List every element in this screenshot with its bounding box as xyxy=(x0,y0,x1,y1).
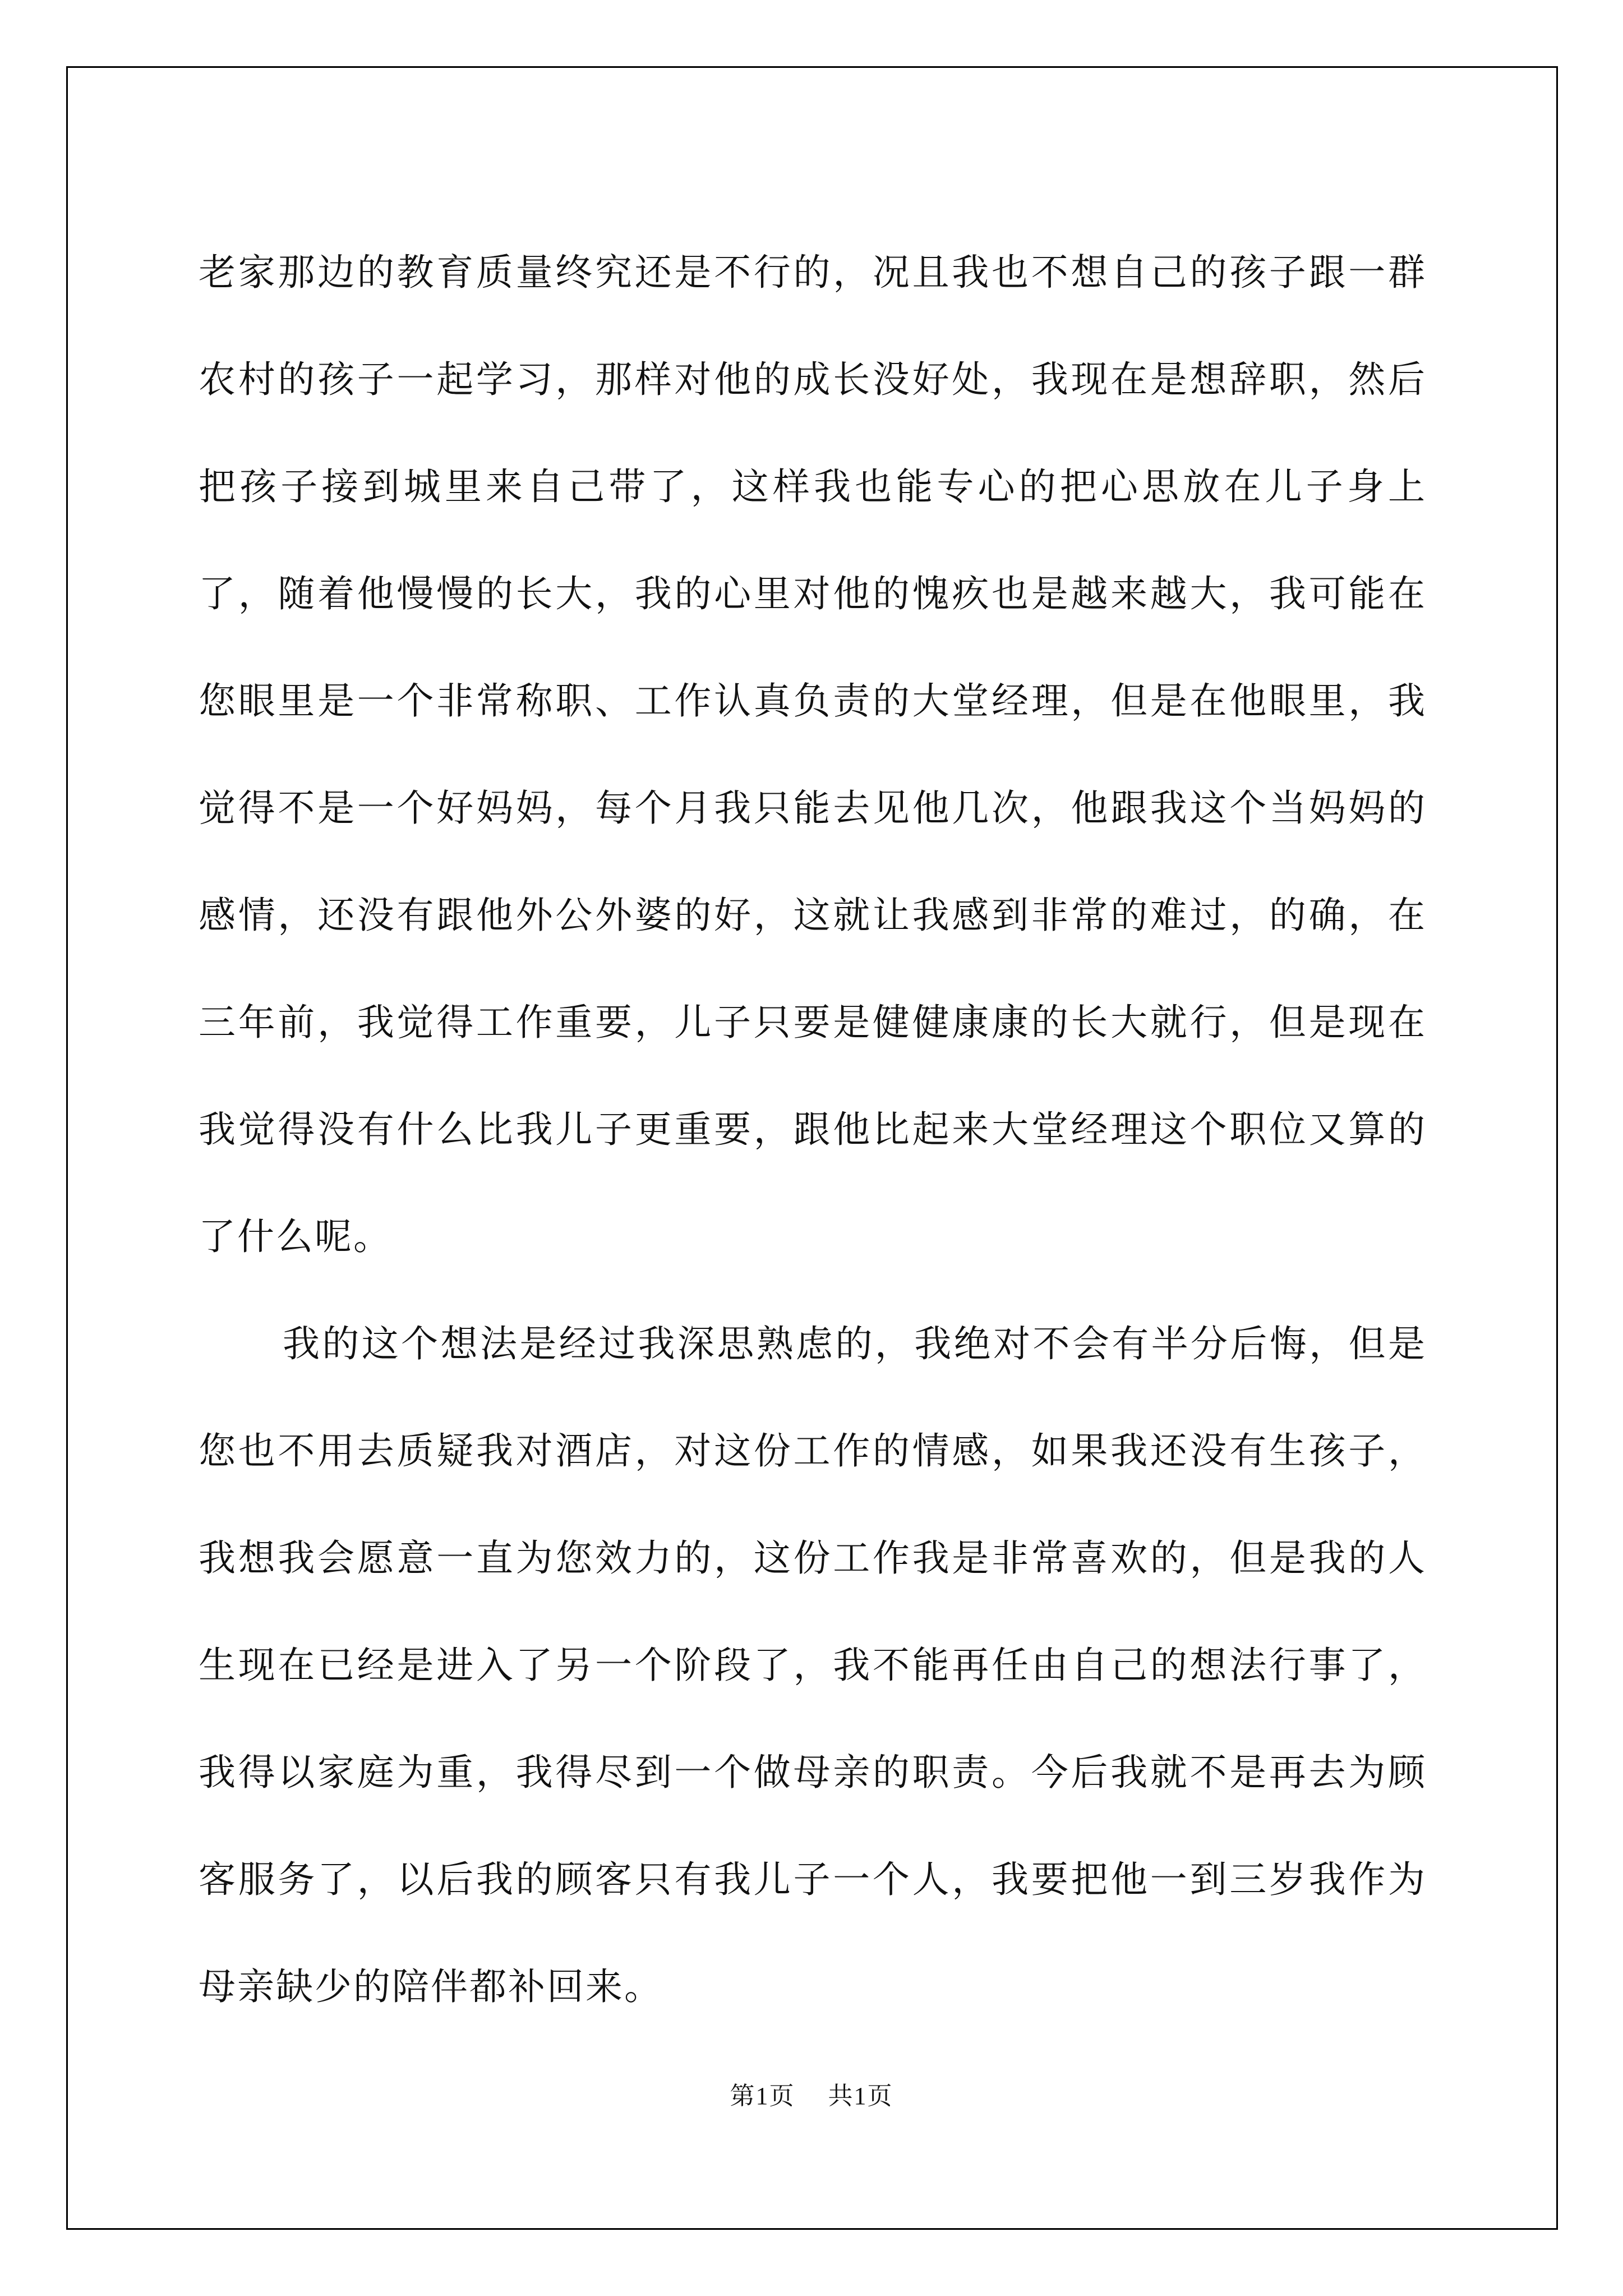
paragraph-2: 我的这个想法是经过我深思熟虑的，我绝对不会有半分后悔，但是您也不用去质疑我对酒店，对这份工作的情感，如果我还没有生孩子，我想我会愿意一直为您效力的，这份工作我是非常喜欢的，但是我的人生现在已经是进入了另一个阶段了，我不能再任由自己的想法行事了，我得以家庭为重，我得尽到一个做母亲的职责。今后我就不是再去为顾客服务了，以后我的顾客只有我儿子一个人，我要把他一到三岁我作为母亲缺少的陪伴都补回来。 xyxy=(199,1322,1427,2008)
document-body xyxy=(199,219,1427,2040)
page-number-current: 第1页 xyxy=(730,2082,795,2110)
page-footer xyxy=(0,2076,1623,2111)
page-number-total: 共1页 xyxy=(828,2082,893,2110)
paragraph-1: 老家那边的教育质量终究还是不行的，况且我也不想自己的孩子跟一群农村的孩子一起学习，那样对他的成长没好处，我现在是想辞职，然后把孩子接到城里来自己带了，这样我也能专心的把心思放在儿子身上了，随着他慢慢的长大，我的心里对他的愧疚也是越来越大，我可能在您眼里是一个非常称职、工作认真负责的大堂经理，但是在他眼里，我觉得不是一个好妈妈，每个月我只能去见他几次，他跟我这个当妈妈的感情，还没有跟他外公外婆的好，这就让我感到非常的难过，的确，在三年前，我觉得工作重要，儿子只要是健健康康的长大就行，但是现在我觉得没有什么比我儿子更重要，跟他比起来大堂经理这个职位又算的了什么呢。 xyxy=(199,251,1427,1258)
